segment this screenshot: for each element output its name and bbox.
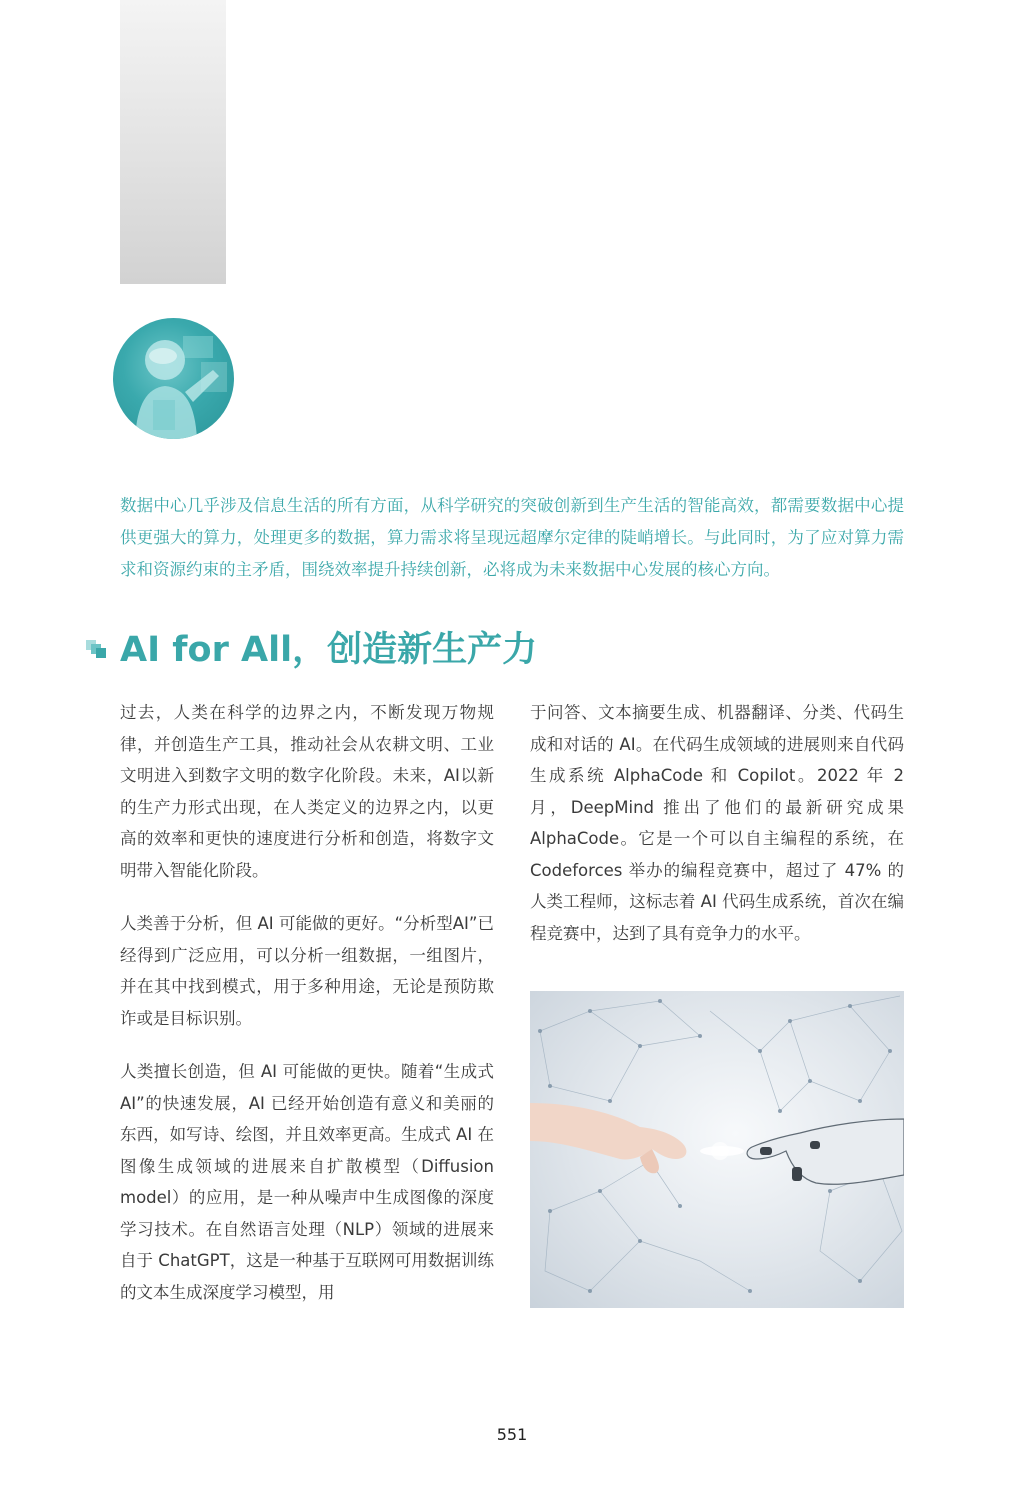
- right-text-column: [530, 697, 904, 971]
- paragraph: 过去，人类在科学的边界之内，不断发现万物规律，并创造生产工具，推动社会从农耕文明、工业文明进入到数字文明的数字化阶段。未来，AI以新的生产力形式出现，在人类定义的边界之内，以更高的效率和更快的速度进行分析和创造，将数字文明带入智能化阶段。: [120, 703, 494, 880]
- robot-silhouette-icon: [113, 318, 234, 439]
- section-title: AI for All，创造新生产力: [120, 630, 538, 670]
- decorative-grey-bar: [120, 0, 226, 284]
- human-robot-hands-image: [530, 991, 904, 1308]
- left-text-column: [120, 697, 494, 1330]
- paragraph: 人类善于分析，但 AI 可能做的更好。“分析型AI”已经得到广泛应用，可以分析一组数据，一组图片，并在其中找到模式，用于多种用途，无论是预防欺诈或是目标识别。: [120, 914, 494, 1028]
- paragraph: 人类擅长创造，但 AI 可能做的更快。随着“生成式 AI”的快速发展，AI 已经开始创造有意义和美丽的东西，如写诗、绘图，并且效率更高。生成式 AI 在图像生成领域的进展来自扩散模型（Diffusion model）的应用，是一种从噪声中生成图像的深度学习技术。在自然语言处理（NLP）领域的进展来自于 ChatGPT，这是一种基于互联网可用数据训练的文本生成深度学习模型，用: [120, 1062, 494, 1302]
- robot-circle-image: [113, 318, 234, 439]
- stacked-squares-icon: [86, 640, 108, 660]
- page-number: 551: [496, 1425, 528, 1444]
- intro-paragraph: 数据中心几乎涉及信息生活的所有方面，从科学研究的突破创新到生产生活的智能高效，都需要数据中心提供更强大的算力，处理更多的数据，算力需求将呈现远超摩尔定律的陡峭增长。与此同时，为了应对算力需求和资源约束的主矛盾，围绕效率提升持续创新，必将成为未来数据中心发展的核心方向。: [120, 496, 904, 579]
- paragraph: 于问答、文本摘要生成、机器翻译、分类、代码生成和对话的 AI。在代码生成领域的进展则来自代码生成系统 AlphaCode 和 Copilot。2022 年 2 月，DeepMind 推出了他们的最新研究成果 AlphaCode。它是一个可以自主编程的系统，在 Codeforces 举办的编程竞赛中，超过了 47% 的人类工程师，这标志着 AI 代码生成系统，首次在编程竞赛中，达到了具有竞争力的水平。: [530, 703, 904, 943]
